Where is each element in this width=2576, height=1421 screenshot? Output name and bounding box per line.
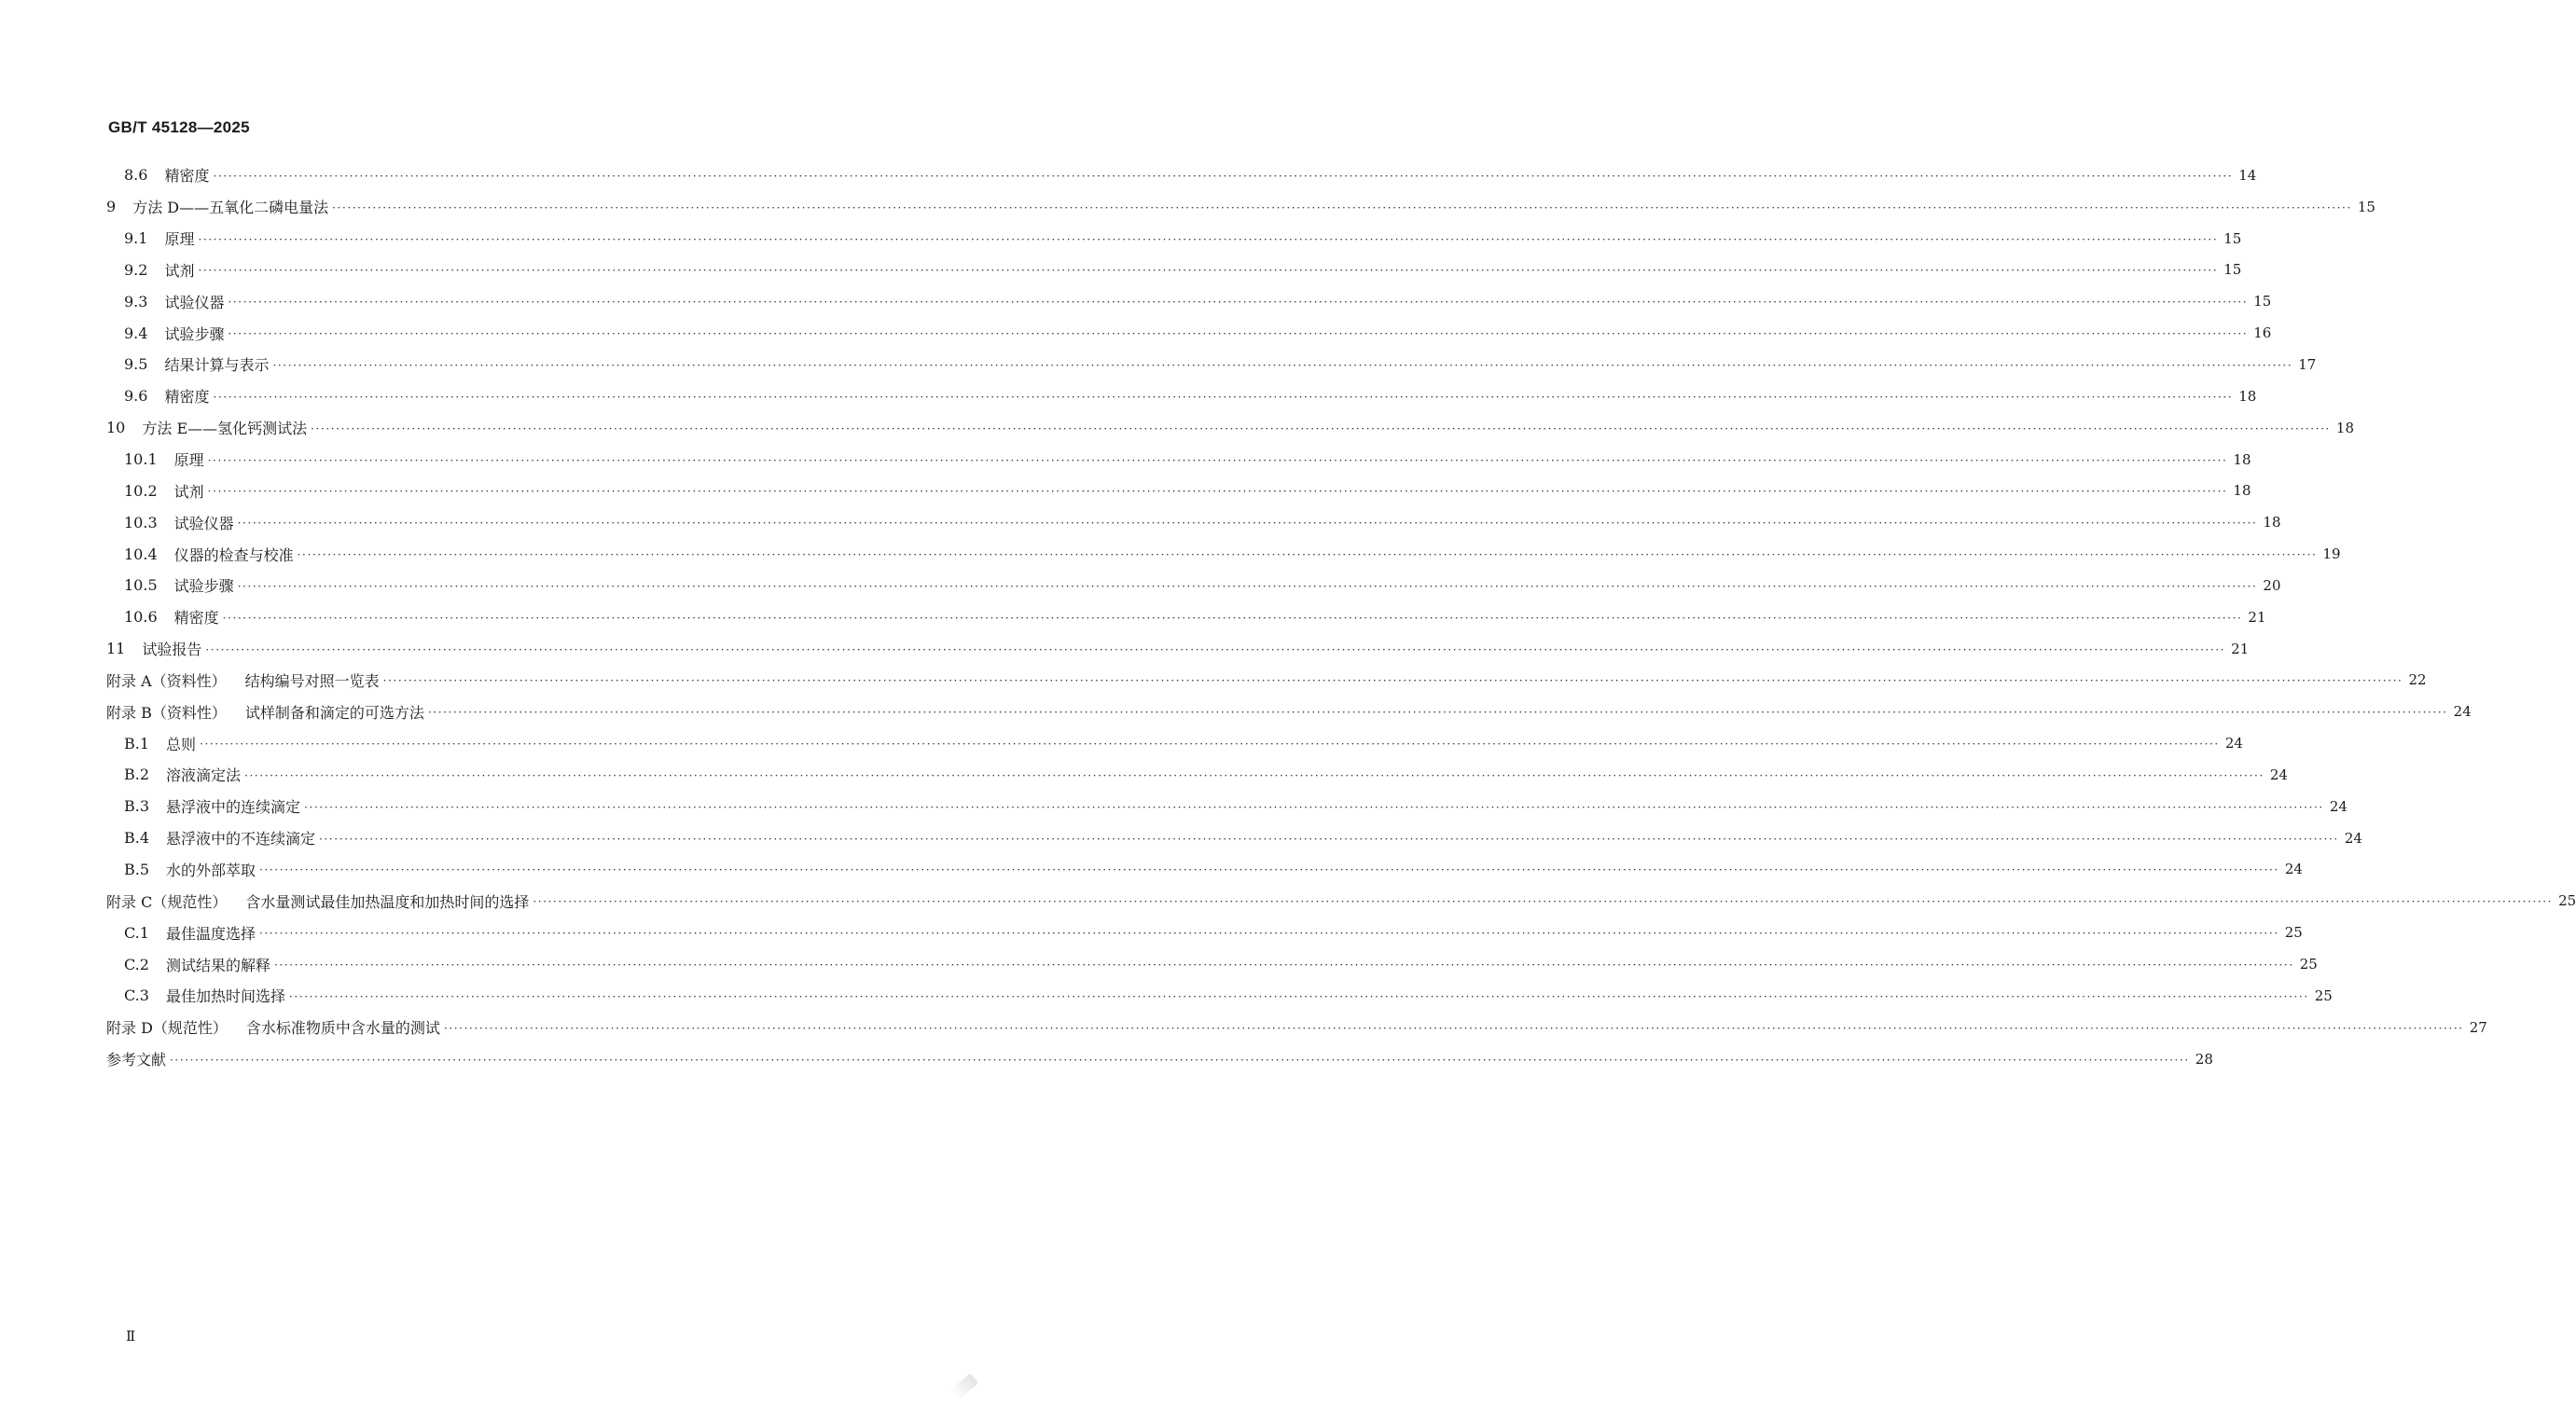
toc-entry-title: 试验仪器 (164, 293, 225, 311)
toc-entry-number: 9 (106, 198, 117, 216)
toc-entry-label (106, 890, 529, 912)
toc-entry-title: 最佳温度选择 (165, 924, 256, 943)
toc-entry-number: B.2 (124, 766, 150, 784)
toc-entry[interactable] (0, 980, 2333, 1012)
toc-entry-number: 9.4 (124, 324, 148, 342)
toc-entry[interactable] (0, 759, 2288, 791)
toc-entry[interactable] (0, 1012, 2487, 1043)
toc-entry-page: 15 (2357, 198, 2375, 215)
toc-entry-number: 9.3 (124, 292, 148, 310)
toc-entry-title: 精密度 (173, 609, 219, 628)
dot-leader: ················································································································································································································································································································································································································ (332, 200, 2352, 214)
toc-entry-title: 结构编号对照一览表 (244, 671, 380, 690)
toc-entry[interactable] (0, 380, 2257, 412)
toc-entry-number: 9.5 (124, 355, 148, 374)
toc-entry-label (124, 480, 204, 502)
toc-entry-page: 21 (2231, 640, 2250, 657)
dot-leader: ················································································································································································································································································································································································································ (297, 548, 2318, 562)
toc-entry-number: 10 (106, 419, 126, 437)
dot-leader: ················································································································································································································································································································································································································ (200, 738, 2220, 752)
dot-leader: ················································································································································································································································································································································································································ (259, 863, 2279, 877)
toc-entry[interactable] (0, 159, 2257, 191)
toc-entry-title: 结果计算与表示 (164, 356, 270, 375)
toc-entry[interactable] (0, 601, 2266, 633)
dot-leader: ················································································································································································································································································································································································································ (222, 611, 2243, 625)
toc-entry-label (124, 574, 234, 596)
dot-leader: ················································································································································································································································································································································································································ (205, 642, 2226, 656)
dot-leader: ················································································································································································································································································································································································································ (288, 989, 2309, 1003)
toc-entry-title: 总则 (166, 735, 197, 753)
toc-entry-title: 试样制备和滴定的可选方法 (244, 703, 424, 722)
toc-entry-label (106, 196, 328, 217)
toc-entry[interactable] (0, 255, 2242, 286)
toc-entry-page: 24 (2329, 797, 2347, 815)
toc-entry-label (106, 1016, 440, 1038)
toc-entry-page: 20 (2263, 576, 2281, 594)
toc-entry-page: 18 (2263, 514, 2281, 531)
toc-entry-label (106, 669, 380, 691)
dot-leader: ················································································································································································································································································································································································································ (237, 517, 2258, 531)
toc-entry-page: 15 (2253, 293, 2272, 310)
toc-entry-page: 24 (2453, 703, 2472, 721)
toc-entry-page: 18 (2233, 482, 2251, 500)
toc-entry-page: 24 (2224, 735, 2243, 752)
table-of-contents (0, 159, 2576, 1074)
toc-entry[interactable] (0, 349, 2317, 380)
toc-entry-label (124, 228, 194, 249)
toc-entry-title: 方法 E——氢化钙测试法 (142, 420, 308, 438)
toc-entry[interactable] (0, 223, 2242, 255)
dot-leader: ················································································································································································································································································································································································································ (198, 264, 2219, 278)
dot-leader: ················································································································································································································································································································································································································ (533, 895, 2554, 909)
toc-entry[interactable] (0, 1043, 2213, 1075)
toc-entry-page: 25 (2299, 956, 2318, 973)
dot-leader: ················································································································································································································································································································································································································ (198, 232, 2219, 246)
toc-entry-number: 10.5 (124, 576, 158, 595)
toc-entry[interactable] (0, 917, 2303, 948)
toc-entry[interactable] (0, 885, 2576, 917)
page-corner-mark (950, 1373, 978, 1400)
toc-entry-number: 10.4 (124, 545, 158, 563)
toc-entry-label (124, 353, 269, 375)
toc-entry-title: 测试结果的解释 (165, 956, 270, 974)
toc-entry[interactable] (0, 633, 2250, 665)
page-number: Ⅱ (126, 1328, 136, 1345)
toc-entry-label (106, 638, 201, 659)
toc-entry-page: 24 (2344, 829, 2362, 847)
toc-entry-label (124, 859, 256, 880)
dot-leader: ················································································································································································································································································································································································································ (228, 327, 2249, 341)
toc-entry-page: 22 (2408, 671, 2427, 689)
toc-entry[interactable] (0, 444, 2251, 476)
toc-entry[interactable] (0, 696, 2472, 727)
toc-entry-number: 9.2 (124, 260, 148, 279)
toc-entry-number: B.5 (124, 860, 150, 878)
toc-entry-number: 附录 A（资料性） (106, 671, 227, 690)
toc-entry-number: B.3 (124, 797, 150, 816)
toc-entry-page: 25 (2558, 892, 2576, 910)
toc-entry-title: 悬浮液中的不连续滴定 (166, 830, 316, 848)
toc-entry-label (106, 1048, 166, 1069)
toc-entry-number: 9.6 (124, 387, 148, 406)
toc-entry-label (124, 259, 194, 281)
toc-entry-title: 参考文献 (106, 1051, 167, 1069)
dot-leader: ················································································································································································································································································································································································································ (207, 453, 2228, 467)
toc-entry-page: 18 (2335, 419, 2355, 436)
toc-entry-label (124, 512, 234, 533)
dot-leader: ················································································································································································································································································································································································································ (273, 959, 2294, 973)
toc-entry-number: B.1 (124, 734, 150, 752)
toc-entry-label (124, 606, 219, 628)
toc-entry-label (124, 164, 209, 186)
dot-leader: ················································································································································································································································································································································································································ (427, 706, 2448, 720)
toc-entry-title: 试验报告 (142, 641, 202, 659)
dot-leader: ················································································································································································································································································································································································································ (304, 800, 2324, 814)
toc-entry[interactable] (0, 506, 2281, 538)
toc-entry-page: 25 (2284, 924, 2303, 942)
toc-entry-title: 悬浮液中的连续滴定 (166, 798, 301, 817)
dot-leader: ················································································································································································································································································································································································································ (244, 768, 2264, 782)
toc-entry-title: 含水量测试最佳加热温度和加热时间的选择 (245, 892, 530, 911)
toc-entry-number: C.2 (124, 955, 149, 973)
toc-entry-label (106, 417, 307, 438)
toc-entry-number: 10.3 (124, 513, 158, 531)
toc-entry-number: 9.1 (124, 229, 148, 248)
toc-entry-title: 试剂 (164, 261, 195, 280)
toc-entry-label (124, 764, 241, 785)
toc-entry-number: B.4 (124, 829, 150, 848)
toc-entry-title: 试验仪器 (173, 514, 234, 532)
toc-entry-title: 精密度 (164, 388, 210, 407)
dot-leader: ················································································································································································································································································································································································································ (311, 421, 2331, 435)
toc-entry[interactable] (0, 791, 2347, 822)
toc-entry-label (124, 323, 224, 344)
toc-entry-label (124, 985, 285, 1006)
toc-entry-title: 试剂 (173, 482, 204, 501)
toc-entry-page: 16 (2253, 324, 2272, 342)
toc-entry-title: 原理 (173, 451, 204, 470)
dot-leader: ················································································································································································································································································································································································································ (272, 358, 2293, 372)
dot-leader: ················································································································································································································································································································································································································ (237, 579, 2258, 593)
toc-entry-title: 含水标准物质中含水量的测试 (245, 1019, 440, 1038)
toc-entry-title: 试验步骤 (164, 324, 225, 343)
toc-entry-title: 精密度 (164, 167, 210, 186)
toc-entry-label (124, 291, 224, 312)
toc-entry-label (124, 954, 270, 975)
toc-entry-page: 19 (2322, 545, 2341, 563)
toc-entry[interactable] (0, 948, 2318, 980)
toc-entry-title: 方法 D——五氧化二磷电量法 (132, 199, 329, 217)
toc-entry-label (124, 795, 300, 817)
toc-entry-page: 18 (2233, 450, 2251, 468)
toc-entry-page: 24 (2269, 766, 2288, 783)
toc-entry[interactable] (0, 475, 2251, 506)
toc-entry[interactable] (0, 727, 2243, 759)
toc-entry-number: C.1 (124, 923, 149, 942)
toc-entry[interactable] (0, 822, 2362, 854)
toc-entry-label (106, 701, 424, 723)
toc-entry-page: 21 (2248, 608, 2266, 626)
standard-code: GB/T 45128—2025 (108, 118, 250, 136)
toc-entry[interactable] (0, 665, 2427, 697)
toc-entry-label (124, 922, 256, 944)
toc-entry-title: 最佳加热时间选择 (165, 987, 285, 1006)
toc-entry-number: 10.6 (124, 608, 158, 627)
toc-entry-number: C.3 (124, 986, 149, 1005)
toc-entry[interactable] (0, 285, 2272, 317)
dot-leader: ················································································································································································································································································································································································································ (228, 296, 2249, 310)
toc-entry-title: 溶液滴定法 (166, 766, 242, 785)
toc-entry-page: 17 (2298, 355, 2317, 373)
toc-entry[interactable] (0, 854, 2303, 886)
toc-entry-page: 24 (2284, 861, 2303, 878)
toc-entry-title: 试验步骤 (173, 577, 234, 596)
dot-leader: ················································································································································································································································································································································································································ (213, 169, 2234, 183)
toc-entry-number: 10.2 (124, 481, 158, 500)
dot-leader: ················································································································································································································································································································································································································ (443, 1021, 2464, 1035)
toc-entry-number: 附录 D（规范性） (106, 1019, 228, 1038)
toc-entry[interactable] (0, 538, 2341, 570)
toc-entry-page: 25 (2314, 986, 2333, 1004)
toc-entry-label (124, 544, 294, 565)
toc-entry-label (124, 733, 196, 754)
toc-entry-page: 15 (2223, 229, 2242, 247)
toc-entry-label (124, 385, 209, 407)
toc-entry[interactable] (0, 570, 2281, 601)
toc-entry-title: 水的外部萃取 (166, 861, 256, 879)
toc-entry-number: 11 (106, 640, 126, 658)
dot-leader: ················································································································································································································································································································································································································ (213, 390, 2234, 404)
dot-leader: ················································································································································································································································································································································································································ (170, 1053, 2190, 1067)
dot-leader: ················································································································································································································································································································································································································ (319, 832, 2339, 846)
toc-entry-number: 附录 C（规范性） (106, 892, 228, 911)
toc-entry-number: 8.6 (124, 166, 148, 185)
toc-entry-number: 附录 B（资料性） (106, 703, 227, 722)
toc-entry-page: 15 (2223, 261, 2242, 279)
toc-entry[interactable] (0, 191, 2375, 223)
toc-entry-page: 27 (2469, 1018, 2487, 1036)
toc-entry-label (124, 827, 315, 848)
toc-entry-title: 仪器的检查与校准 (173, 545, 294, 564)
dot-leader: ················································································································································································································································································································································································································ (207, 485, 2228, 499)
dot-leader: ················································································································································································································································································································································································································ (382, 674, 2403, 688)
toc-entry-page: 28 (2195, 1050, 2213, 1068)
toc-entry-page: 18 (2238, 387, 2257, 405)
toc-entry-page: 14 (2238, 166, 2257, 184)
toc-entry[interactable] (0, 412, 2355, 444)
toc-entry-number: 10.1 (124, 450, 158, 469)
toc-entry[interactable] (0, 317, 2272, 349)
toc-entry-label (124, 448, 204, 470)
toc-entry-title: 原理 (164, 230, 195, 249)
dot-leader: ················································································································································································································································································································································································································ (258, 927, 2279, 941)
